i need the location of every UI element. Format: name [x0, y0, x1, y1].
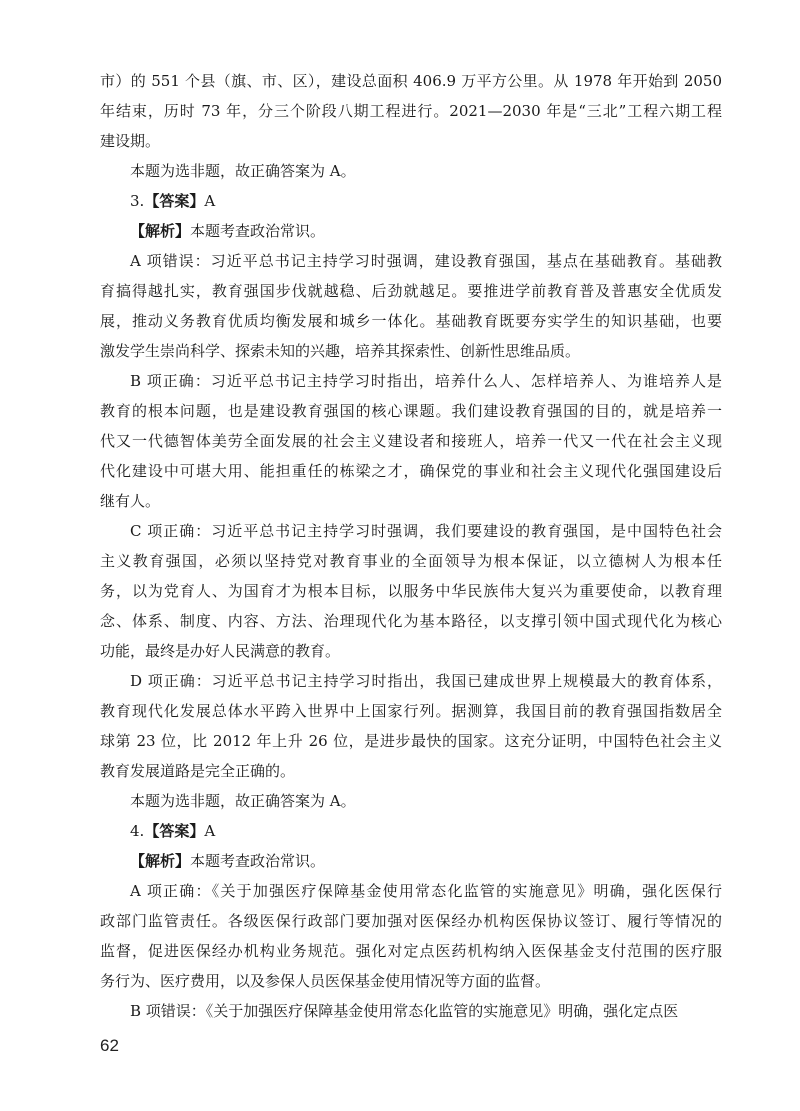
paragraph — [100, 246, 722, 366]
paragraph — [100, 876, 722, 996]
text-line: 功能，最终是办好人民满意的教育。 — [100, 642, 341, 660]
text-line: A 项错误：习近平总书记主持学习时强调，建设教育强国，基点在基础教育。基础教 — [130, 252, 722, 270]
text-line: 务，以为党育人、为国育才为根本目标，以服务中华民族伟大复兴为重要使命，以教育理 — [100, 582, 722, 600]
paragraph — [100, 816, 722, 846]
text-line: 继有人。 — [100, 492, 161, 510]
paragraph — [100, 666, 722, 786]
paragraph — [100, 216, 722, 246]
text-line: 市）的 551 个县（旗、市、区），建设总面积 406.9 万平方公里。从 1978 年开始到 2050 — [100, 72, 722, 90]
text-line: B 项正确：习近平总书记主持学习时指出，培养什么人、怎样培养人、为谁培养人是 — [130, 372, 722, 390]
text-line: 主义教育强国，必须以坚持党对教育事业的全面领导为根本保证，以立德树人为根本任 — [100, 552, 722, 570]
text-line: 【解析】本题考查政治常识。 — [130, 852, 326, 870]
section-label: 【解析】 — [130, 852, 191, 870]
paragraph — [100, 786, 722, 816]
text-line: 4.【答案】A — [130, 822, 216, 840]
text-line: 3.【答案】A — [130, 192, 216, 210]
text-line: 展，推动义务教育优质均衡发展和城乡一体化。基础教育既要夯实学生的知识基础，也要 — [100, 312, 722, 330]
text-line: 务行为、医疗费用，以及参保人员医保基金使用情况等方面的监督。 — [100, 972, 551, 990]
document-body — [100, 66, 722, 1026]
text-line: 【解析】本题考查政治常识。 — [130, 222, 326, 240]
paragraph — [100, 846, 722, 876]
text-line: 建设期。 — [100, 132, 161, 150]
text-line: 球第 23 位，比 2012 年上升 26 位，是进步最快的国家。这充分证明，中国特色社会主义 — [100, 732, 722, 750]
paragraph — [100, 66, 722, 156]
paragraph — [100, 156, 722, 186]
text-line: 教育的根本问题，也是建设教育强国的核心课题。我们建设教育强国的目的，就是培养一 — [100, 402, 722, 420]
text-line: C 项正确：习近平总书记主持学习时强调，我们要建设的教育强国，是中国特色社会 — [130, 522, 722, 540]
text-line: 本题为选非题，故正确答案为 A。 — [130, 792, 356, 810]
paragraph — [100, 366, 722, 516]
text-line: 教育现代化发展总体水平跨入世界中上国家行列。据测算，我国目前的教育强国指数居全 — [100, 702, 722, 720]
text-line: 代化建设中可堪大用、能担重任的栋梁之才，确保党的事业和社会主义现代化强国建设后 — [100, 462, 722, 480]
text-line: 念、体系、制度、内容、方法、治理现代化为基本路径，以支撑引领中国式现代化为核心 — [100, 612, 722, 630]
section-label: 【答案】 — [144, 192, 205, 210]
section-label: 【解析】 — [130, 222, 191, 240]
page-number: 62 — [100, 1036, 119, 1055]
text-line: 本题为选非题，故正确答案为 A。 — [130, 162, 356, 180]
paragraph — [100, 516, 722, 666]
text-line: 教育发展道路是完全正确的。 — [100, 762, 296, 780]
text-line: D 项正确：习近平总书记主持学习时指出，我国已建成世界上规模最大的教育体系， — [130, 672, 722, 690]
text-line: 政部门监管责任。各级医保行政部门要加强对医保经办机构医保协议签订、履行等情况的 — [100, 912, 722, 930]
text-line: 育搞得越扎实，教育强国步伐就越稳、后劲就越足。要推进学前教育普及普惠安全优质发 — [100, 282, 722, 300]
section-label: 【答案】 — [144, 822, 205, 840]
text-line: 监督，促进医保经办机构业务规范。强化对定点医药机构纳入医保基金支付范围的医疗服 — [100, 942, 722, 960]
paragraph — [100, 186, 722, 216]
text-line: 代又一代德智体美劳全面发展的社会主义建设者和接班人，培养一代又一代在社会主义现 — [100, 432, 722, 450]
paragraph — [100, 996, 722, 1026]
text-line: 年结束，历时 73 年，分三个阶段八期工程进行。2021—2030 年是“三北”工程六期工程 — [100, 102, 722, 120]
text-line: 激发学生崇尚科学、探索未知的兴趣，培养其探索性、创新性思维品质。 — [100, 342, 581, 360]
text-line: A 项正确：《关于加强医疗保障基金使用常态化监管的实施意见》明确，强化医保行 — [130, 882, 722, 900]
text-line: B 项错误：《关于加强医疗保障基金使用常态化监管的实施意见》明确，强化定点医 — [130, 1002, 679, 1020]
